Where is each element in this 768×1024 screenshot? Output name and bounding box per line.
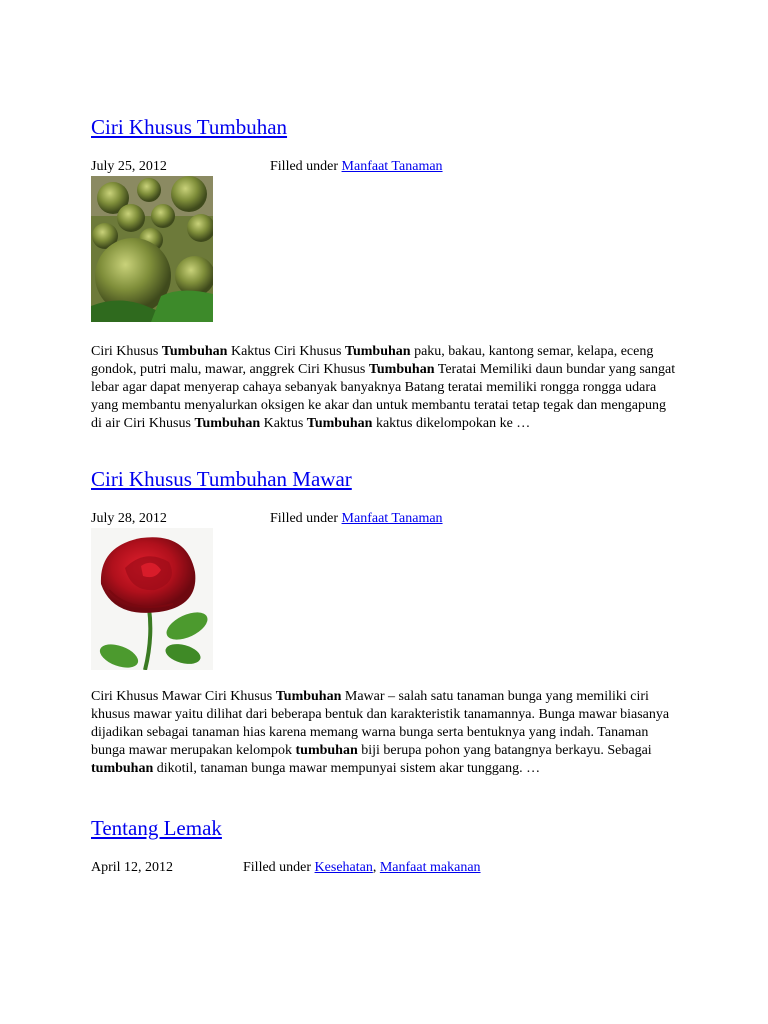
keyword-highlight: Tumbuhan — [275, 689, 342, 704]
post-meta — [91, 859, 681, 877]
post-date: July 28, 2012 — [91, 511, 167, 526]
keyword-highlight: Tumbuhan — [161, 344, 228, 359]
excerpt-text: Ciri Khusus — [91, 344, 162, 359]
post-title — [91, 114, 681, 140]
keyword-highlight: Tumbuhan — [306, 416, 373, 431]
post-title — [91, 466, 681, 492]
post — [91, 114, 681, 433]
excerpt-text: dikotil, tanaman bunga mawar mempunyai sistem akar tunggang. … — [153, 761, 541, 776]
post-title-link[interactable]: Ciri Khusus Tumbuhan — [91, 115, 288, 139]
post-title-link[interactable]: Ciri Khusus Tumbuhan Mawar — [91, 467, 352, 491]
filed-label: Filled under — [270, 511, 339, 526]
category-link[interactable]: Manfaat Tanaman — [341, 511, 443, 526]
keyword-highlight: tumbuhan — [91, 761, 154, 776]
excerpt-text: Kaktus — [260, 416, 307, 431]
excerpt-text: biji berupa pohon yang batangnya berkayu. Sebagai — [357, 743, 652, 758]
category-line — [270, 158, 443, 176]
post-date: July 25, 2012 — [91, 159, 167, 174]
keyword-highlight: tumbuhan — [295, 743, 358, 758]
keyword-highlight: Tumbuhan — [194, 416, 261, 431]
category-link[interactable]: Manfaat makanan — [379, 860, 481, 875]
post — [91, 466, 681, 778]
post-excerpt — [91, 688, 676, 778]
keyword-highlight: Tumbuhan — [344, 344, 411, 359]
filed-label: Filled under — [270, 159, 339, 174]
post-date: April 12, 2012 — [91, 860, 174, 875]
category-line — [270, 510, 443, 528]
post-meta — [91, 510, 681, 528]
post-title — [91, 815, 681, 841]
excerpt-text: Ciri Khusus Mawar Ciri Khusus — [91, 689, 276, 704]
keyword-highlight: Tumbuhan — [368, 362, 435, 377]
red-rose-photo[interactable] — [91, 528, 213, 670]
post — [91, 815, 681, 877]
excerpt-text: kaktus dikelompokan ke … — [372, 416, 531, 431]
post-excerpt — [91, 343, 676, 433]
post-title-link[interactable]: Tentang Lemak — [91, 816, 222, 840]
excerpt-text: Kaktus Ciri Khusus — [227, 344, 345, 359]
excerpt-text: paku, bakau, kantong semar, kelapa, eceng gondok, putri malu, mawar, anggrek Ciri Khusus — [91, 344, 654, 377]
category-line: Filled under Kesehatan, Manfaat makanan — [243, 860, 481, 875]
category-link[interactable]: Manfaat Tanaman — [341, 159, 443, 174]
filed-label: Filled under — [243, 860, 312, 875]
excerpt-text: Teratai Memiliki daun bundar yang sangat lebar agar dapat menyerap cahaya sebanyak banyaknya Batang teratai memiliki rongga rongga udara yang membantu menyalurkan oksigen ke akar dan untuk membantu teratai tetap tegak dan mengapung di air Ciri Khusus — [91, 362, 676, 431]
cactus-photo[interactable] — [91, 176, 213, 322]
post-meta — [91, 158, 681, 176]
category-link[interactable]: Kesehatan — [314, 860, 373, 875]
excerpt-text: Mawar – salah satu tanaman bunga yang memiliki ciri khusus mawar yaitu dilihat dari beberapa bentuk dan karakteristik tanamannya. Bunga mawar biasanya dijadikan sebagai tanaman hias karena memang warna bunga serta bentuknya yang indah. Tanaman bunga mawar merupakan kelompok — [91, 689, 670, 758]
